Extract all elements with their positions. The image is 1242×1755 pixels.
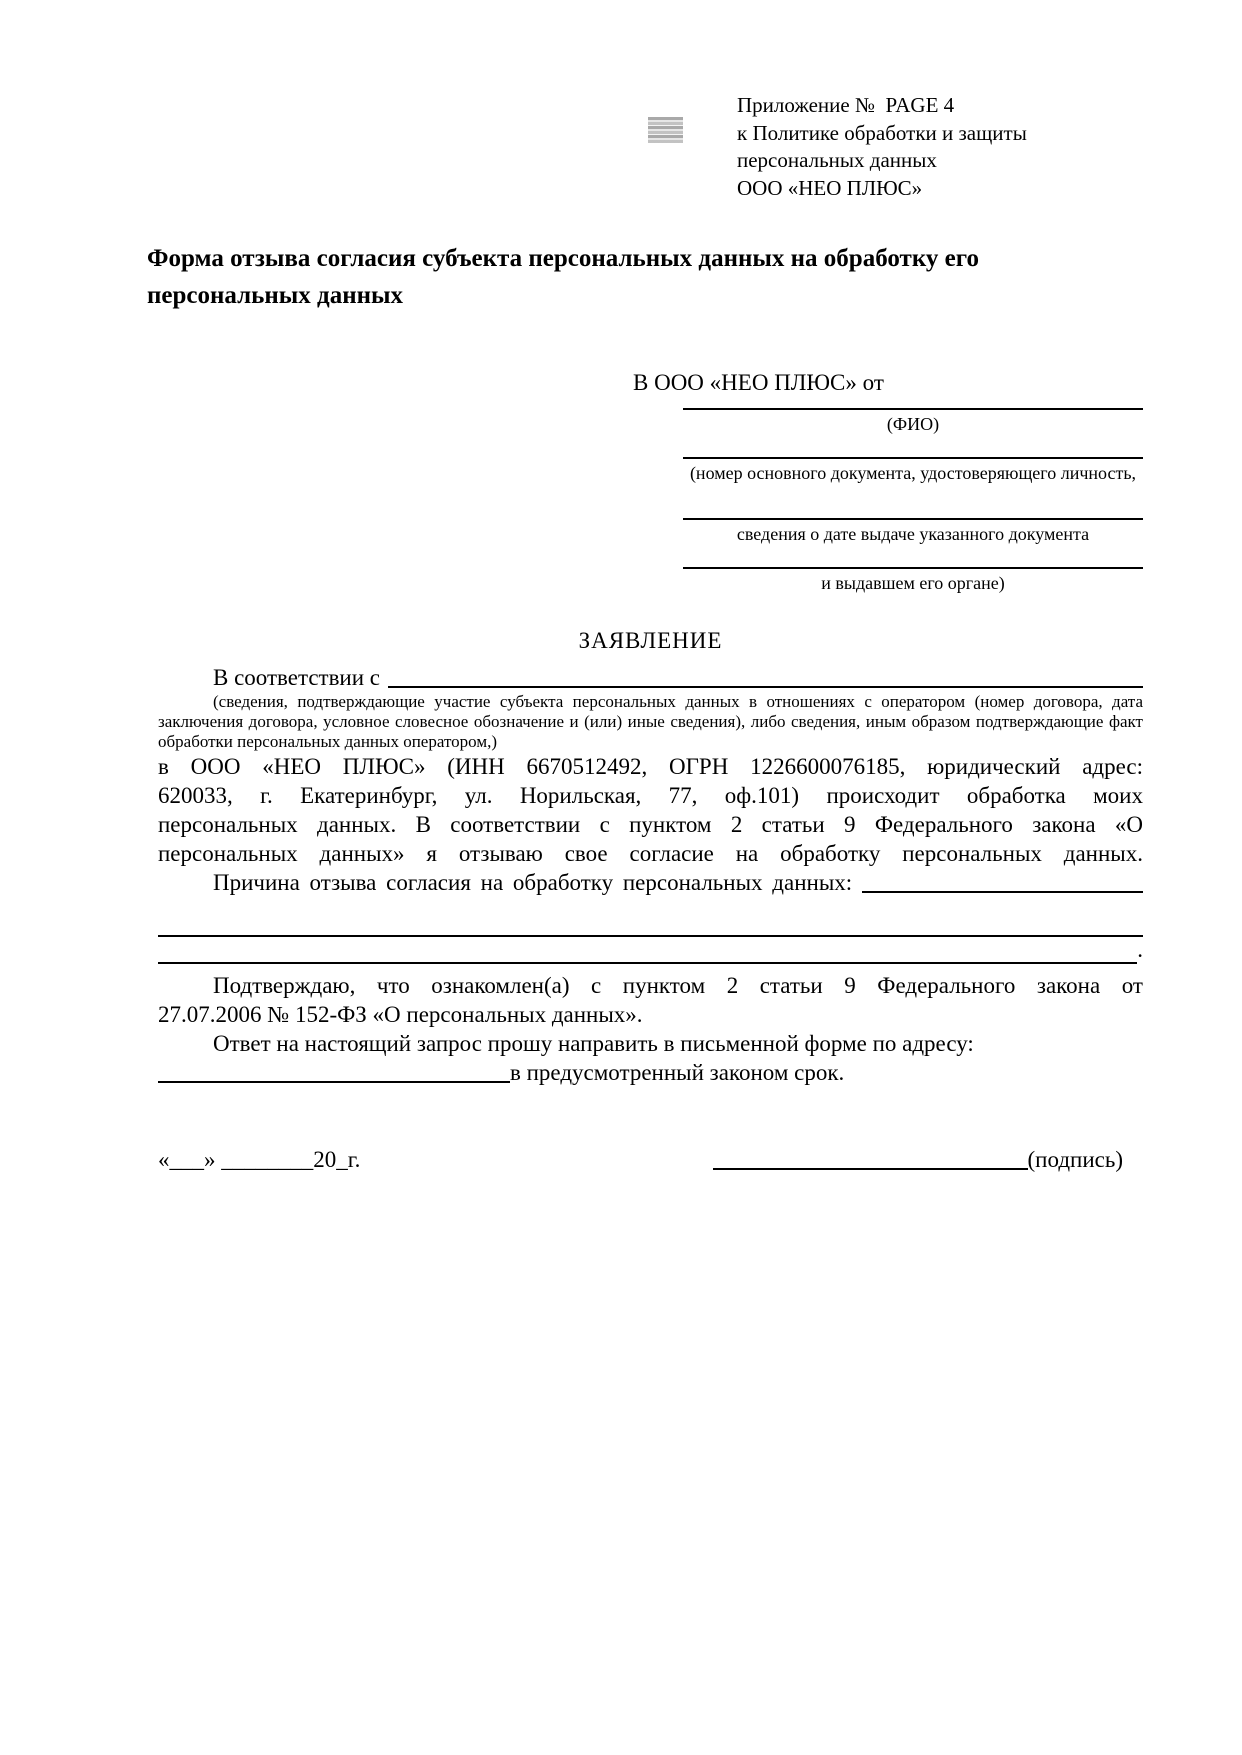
reason-label: Причина отзыва согласия на обработку персональных данных:	[213, 870, 853, 895]
reply-paragraph	[158, 1029, 1143, 1087]
field-line-issuing-authority	[683, 567, 1143, 594]
note-line: заключения договора, условное словесное обозначение и (или) иные сведения), либо сведения, иным образом подтверждающие факт	[158, 712, 1143, 731]
date-line: «___» ________20_г.	[158, 1147, 361, 1172]
document-title: Форма отзыва согласия субъекта персональных данных на обработку его персональных данных	[147, 245, 979, 309]
note-line: (сведения, подтверждающие участие субъекта персональных данных в отношениях с оператором (номер договора, дата	[213, 692, 1143, 711]
reply-line-2-row	[158, 1058, 1143, 1087]
address-blank-line	[158, 1058, 510, 1083]
body-line: 620033, г. Екатеринбург, ул. Норильская, 77, оф.101) происходит обработка моих	[158, 783, 1143, 808]
body-line: персональных данных. В соответствии с пунктом 2 статьи 9 Федерального закона «О	[158, 812, 1143, 837]
intro-row	[158, 663, 1143, 692]
body-line: персональных данных» я отзываю свое согласие на обработку персональных данных.	[158, 841, 1143, 866]
body-line: в ООО «НЕО ПЛЮС» (ИНН 6670512492, ОГРН 1226600076185, юридический адрес:	[158, 754, 1143, 779]
appendix-line: персональных данных	[737, 148, 937, 172]
appendix-line: к Политике обработки и защиты	[737, 120, 1027, 145]
intro-blank-line	[388, 663, 1143, 688]
statement-body	[158, 663, 1143, 1174]
note-line: обработки персональных данных оператором,)	[158, 732, 498, 751]
statement-heading: ЗАЯВЛЕНИЕ	[578, 628, 723, 653]
confirm-line: Подтверждаю, что ознакомлен(а) с пунктом 2 статьи 9 Федерального закона от	[213, 973, 1143, 998]
blank-line-2	[158, 937, 1137, 964]
addressee-label: В ООО «НЕО ПЛЮС» от	[633, 370, 884, 395]
blurred-field-code-artifact	[648, 117, 683, 143]
appendix-line: ООО «НЕО ПЛЮС»	[737, 175, 923, 200]
signature-blank-line	[713, 1145, 1028, 1170]
reply-line-1: Ответ на настоящий запрос прошу направить в письменной форме по адресу:	[213, 1031, 974, 1056]
reason-row	[158, 868, 1143, 897]
signature-group	[713, 1145, 1123, 1174]
blank-line-row	[158, 897, 1143, 937]
body-paragraph	[158, 752, 1143, 868]
field-caption-document-number: (номер основного документа, удостоверяющего личность,	[689, 463, 1137, 483]
confirm-paragraph	[158, 971, 1143, 1029]
blank-line-1	[158, 897, 1143, 937]
field-line-document-number	[683, 457, 1143, 484]
signature-caption: (подпись)	[1027, 1147, 1123, 1172]
blank-line-period: .	[1137, 937, 1143, 962]
reply-line-2-text: в предусмотренный законом срок.	[510, 1060, 845, 1085]
note-block	[158, 692, 1143, 752]
field-line-fio	[683, 408, 1143, 435]
appendix-block	[737, 92, 1157, 202]
confirm-line: 27.07.2006 № 152-ФЗ «О персональных данных».	[158, 1002, 643, 1027]
intro-text: В соответствии с	[213, 665, 381, 690]
reason-blank-line	[862, 868, 1143, 893]
field-caption-fio: (ФИО)	[886, 414, 940, 434]
field-caption-issue-date: сведения о дате выдаче указанного документа	[736, 524, 1090, 544]
signature-spacer	[360, 1145, 712, 1174]
field-line-issue-date	[683, 518, 1143, 545]
field-caption-issuing-authority: и выдавшем его органе)	[821, 573, 1005, 593]
appendix-line: Приложение № PAGE 4	[737, 93, 955, 117]
signature-row	[158, 1145, 1143, 1174]
blank-line-row	[158, 937, 1143, 964]
